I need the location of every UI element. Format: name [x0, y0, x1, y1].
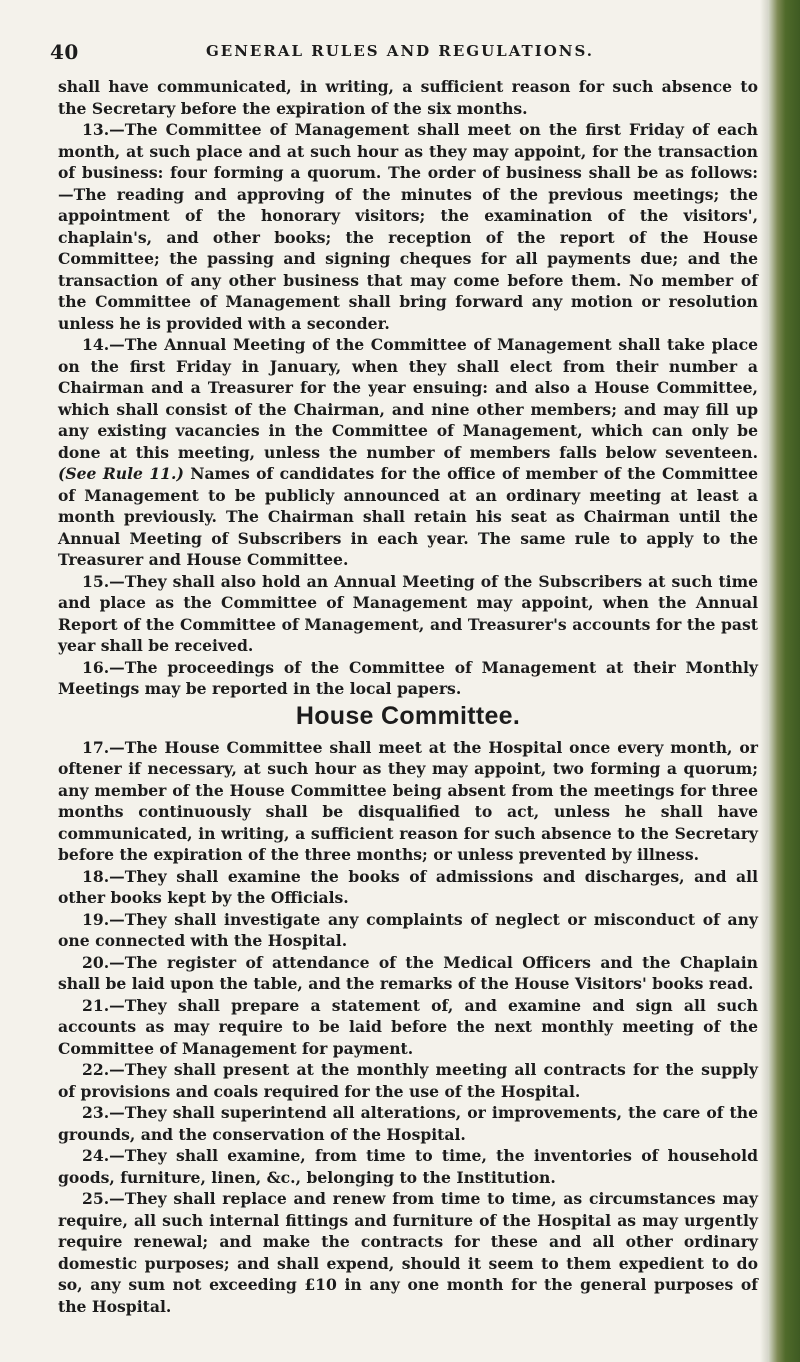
rule-15: 15.—They shall also hold an Annual Meeting of the Subscribers at such time and place as the Committee of Management may appoint, when the Annual Report of the Committee of Management, and Treasurer's accounts for the past year shall be received. — [58, 571, 758, 655]
rule-13: 13.—The Committee of Management shall meet on the first Friday of each month, at such place and at such hour as they may appoint, for the transaction of business: four forming a quorum. The order of business shall be as follows: —The reading and approving of the minutes of the previous meetings; the appointment of the honorary visitors; the examination of the visitors', chaplain's, and other books; the reception of the report of the House Committee; the passing and signing cheques for all payments due; and the transaction of any other business that may come before them. No member of the Committee of Management shall bring forward any motion or resolution unless he is provided with a seconder. — [58, 120, 758, 333]
rule-23: 23.—They shall superintend all alterations, or improvements, the care of the grounds, and the conservation of the Hospital. — [58, 1103, 758, 1144]
rule-21: 21.—They shall prepare a statement of, and examine and sign all such accounts as may require to be laid before the next monthly meeting of the Committee of Management for payment. — [58, 995, 758, 1058]
rule-18: 18.—They shall examine the books of admissions and discharges, and all other books kept by the Officials. — [58, 866, 758, 907]
book-edge — [768, 0, 800, 1362]
rule-19: 19.—They shall investigate any complaints of neglect or misconduct of any one connected with the Hospital. — [58, 909, 758, 950]
rules-text — [58, 76, 758, 1317]
rule-14-part-a: 14.—The Annual Meeting of the Committee of Management shall take place on the first Friday in January, when they shall elect from their number a Chairman and a Treasurer for the year ensuing: and also a House Committee, which shall consist of the Chairman, and nine other members; and may fill up any existing vacancies in the Committee of Management, which can only be done at this meeting, unless the number of members falls below seventeen. — [58, 335, 758, 462]
rule-24: 24.—They shall examine, from time to time, the inventories of household goods, furniture, linen, &c., belonging to the Institution. — [58, 1146, 758, 1187]
rule-14 — [58, 334, 758, 571]
page-number: 40 — [50, 40, 79, 64]
section-heading: House Committee. — [295, 701, 521, 730]
rule-25: 25.—They shall replace and renew from time to time, as circumstances may require, all such internal fittings and furniture of the Hospital as may urgently require renewal; and make the contracts for these and all other ordinary domestic purposes; and shall expend, should it seem to them expedient to do so, any sum not exceeding £10 in any one month for the general purposes of the Hospital. — [58, 1189, 758, 1316]
rule-16: 16.—The proceedings of the Committee of Management at their Monthly Meetings may be reported in the local papers. — [58, 657, 758, 698]
rule-17: 17.—The House Committee shall meet at the Hospital once every month, or oftener if necessary, at such hour as they may appoint, two forming a quorum; any member of the House Committee being absent from the meetings for three months continuously shall be disqualified to act, unless he shall have communicated, in writing, a sufficient reason for such absence to the Secretary before the expiration of the three months; or unless prevented by illness. — [58, 737, 758, 864]
rule-14-part-b: Names of candidates for the office of member of the Committee of Management to be publicly announced at an ordinary meeting at least a month previously. The Chairman shall retain his seat as Chairman until the Annual Meeting of Subscribers in each year. The same rule to apply to the Treasurer and House Committee. — [58, 464, 758, 569]
running-title: GENERAL RULES AND REGULATIONS. — [205, 42, 595, 60]
rule-22: 22.—They shall present at the monthly meeting all contracts for the supply of provisions and coals required for the use of the Hospital. — [58, 1060, 758, 1101]
rule-14-reference: (See Rule 11.) — [58, 464, 184, 483]
rule-20: 20.—The register of attendance of the Medical Officers and the Chaplain shall be laid upon the table, and the remarks of the House Visitors' books read. — [58, 952, 758, 993]
page-header — [50, 40, 750, 66]
rule-12-continuation: shall have communicated, in writing, a sufficient reason for such absence to the Secretary before the expiration of the six months. — [58, 77, 758, 118]
